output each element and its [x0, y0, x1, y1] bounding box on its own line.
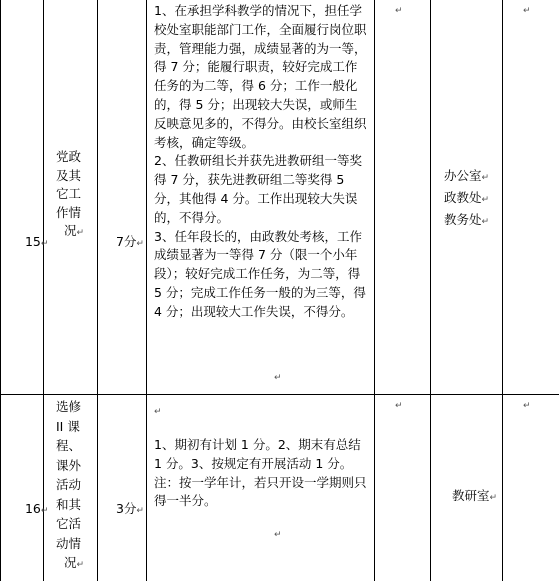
empty-cell-mark: ↵: [523, 401, 531, 411]
row-15-criteria: 1、在承担学科教学的情况下，担任学校处室职能部门工作，全面履行岗位职责，管理能力强，成绩显著的为一等，得 7 分；能履行职责，较好完成工作任务的为二等，得 6 分；工作一般化的，得 5 分；出现较大失误，或师生反映意见多的，不得分。由校长室组织考核，确定等级。 2、任教研组长并获先进教研组一等奖得 7 分，获先进教研组二等奖得 5 分，其他得 4 分。工作出现较大失误的，不得分。 3、任年段长的，由政教处考核，工作成绩显著为一等得 7 分（限一个小年段）；较好完成工作任务，为二等，得 5 分；完成工作任务一般的为三等，得 4 分；出现较大工作失误，不得分。: [154, 3, 367, 319]
row-16-item-name: [56, 397, 84, 576]
item-line: 党政: [56, 149, 82, 164]
row-15-criteria-end-mark: ↵: [274, 373, 282, 383]
column-divider-4: [374, 0, 375, 581]
item-line: 它工: [56, 186, 82, 202]
row-16-number: 16↵: [24, 500, 49, 516]
empty-cell-mark: ↵: [395, 6, 403, 16]
column-divider-5: [430, 0, 431, 581]
item-line: 它活: [56, 516, 82, 531]
row-divider: [0, 394, 559, 395]
row-15-department: [444, 166, 489, 232]
row-16-criteria: 1、期初有计划 1 分。2、期末有总结 1 分。3、按规定有开展活动 1 分。 注：按一学年计，若只开设一学期则只得一半分。: [154, 437, 367, 509]
table-border-left: [0, 0, 1, 581]
item-line: 况↵: [64, 555, 85, 570]
column-divider-3: [146, 0, 147, 581]
item-line: 况↵: [64, 223, 85, 239]
item-line: 选修: [56, 399, 82, 414]
item-line: 课外: [56, 457, 82, 473]
row-15-item-name: [56, 148, 84, 243]
empty-cell-mark: ↵: [395, 401, 403, 411]
item-line: 和其: [56, 496, 82, 512]
empty-line-mark: ↵: [154, 407, 162, 417]
row-15-score: 7分↵: [115, 233, 144, 249]
item-line: II 课: [56, 418, 80, 434]
row-16-department: 教研室↵: [451, 487, 498, 503]
item-line: 及其: [56, 167, 82, 183]
column-divider-6: [502, 0, 503, 581]
item-line: 程、: [56, 438, 82, 453]
empty-cell-mark: ↵: [523, 6, 531, 16]
column-divider-2: [97, 0, 98, 581]
dept-line: 办公室↵: [444, 168, 490, 183]
item-line: 动情: [56, 535, 82, 551]
row-16-score: 3分↵: [115, 500, 144, 516]
row-16-criteria-end-mark: ↵: [274, 530, 282, 540]
row-15-number: 15↵: [24, 233, 49, 249]
item-line: 作情: [56, 204, 82, 220]
dept-line: 政教处↵: [444, 190, 490, 205]
item-line: 活动: [56, 477, 82, 492]
dept-line: 教务处↵: [444, 212, 490, 227]
